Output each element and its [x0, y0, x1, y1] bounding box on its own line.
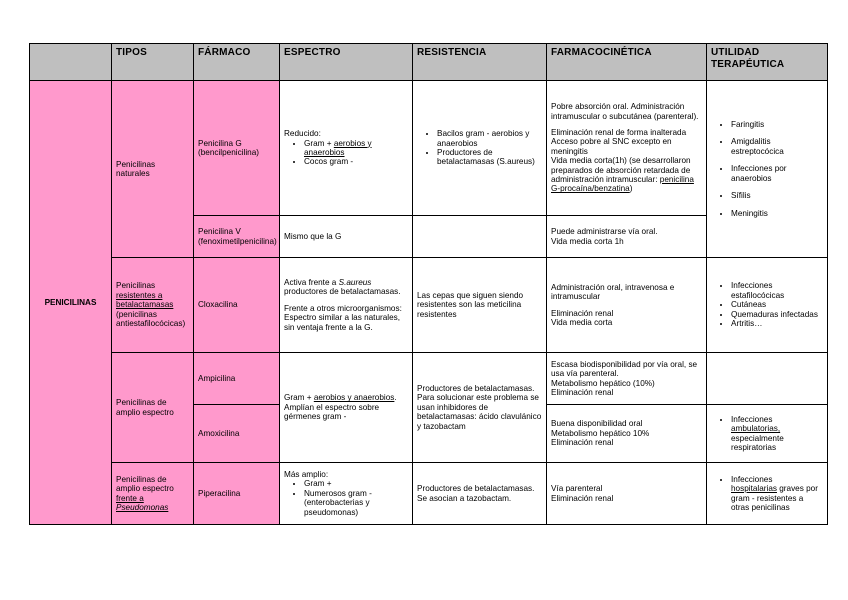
list-item: • Cocos gram -	[304, 157, 408, 166]
row-cloxacilina	[30, 258, 828, 353]
farmacocinetica-amoxicilina	[547, 405, 707, 463]
text: Amplían el espectro sobre gérmenes gram -	[284, 402, 380, 422]
farmaco-penicilina-g: Penicilina G (bencilpenicilina)	[194, 81, 280, 216]
text: Frente a otros microorganismos: Espectro similar a las naturales, sin ventaja frente a la G.	[284, 303, 402, 332]
text: )	[629, 184, 633, 194]
espectro-cloxacilina	[280, 258, 413, 353]
text: especialmente respiratorias	[731, 433, 784, 452]
text: Infecciones	[731, 414, 773, 424]
espectro-piperacilina	[280, 463, 413, 525]
header-espectro: ESPECTRO	[280, 44, 413, 81]
farmaco-amoxicilina: Amoxicilina	[194, 405, 280, 463]
tipo-amplio: Penicilinas de amplio espectro	[112, 353, 194, 463]
text: Escasa biodisponibilidad por vía oral, se usa vía parenteral.	[551, 359, 698, 379]
text: .	[394, 393, 397, 403]
text	[284, 278, 408, 297]
text: graves por gram - resistentes a otras penicilinas	[731, 484, 818, 512]
farmaco-ampicilina: Ampicilina	[194, 353, 280, 405]
text: Acceso pobre al SNC excepto en meningitis	[551, 137, 672, 156]
resistencia-penicilina-g	[413, 81, 547, 216]
list-item: • Amigdalitis estreptocócica	[731, 137, 823, 156]
header-farmacocinetica: FARMACOCINÉTICA	[547, 44, 707, 81]
utilidad-amoxicilina	[707, 405, 828, 463]
row-ampicilina	[30, 353, 828, 405]
text: (penicilinas antiestafilocócicas)	[116, 309, 186, 329]
text: Más amplio:	[284, 469, 329, 479]
farmacocinetica-piperacilina	[547, 463, 707, 525]
list-item: • Productores de betalactamasas (S.aureus)	[437, 148, 542, 167]
text: Vida media corta 1h	[551, 236, 624, 246]
resistencia-penicilina-v	[413, 216, 547, 258]
text-underlined: penicilina G-procaína/benzatina	[551, 175, 694, 194]
tipo-resistentes	[112, 258, 194, 353]
text-underlined: frente a	[116, 493, 144, 503]
text-underlined: aerobios y anaerobios	[304, 138, 372, 157]
text: Eliminación renal	[551, 387, 614, 397]
list-item: • Meningitis	[731, 209, 823, 218]
list-item: • Infecciones por anaerobios	[731, 164, 823, 183]
header-row	[30, 44, 828, 81]
farmaco-penicilina-v: Penicilina V (fenoximetilpenicilina)	[194, 216, 280, 258]
tipo-naturales: Penicilinas naturales	[112, 81, 194, 258]
list-item: • Cutáneas	[731, 300, 823, 309]
text: Pobre absorción oral. Administración intramuscular o subcutánea (parenteral).	[551, 102, 699, 121]
header-blank	[30, 44, 112, 81]
espectro-penicilina-v: Mismo que la G	[280, 216, 413, 258]
utilidad-cloxacilina	[707, 258, 828, 353]
list-item: • Infecciones estafilocócicas	[731, 281, 823, 300]
penicillin-table	[29, 43, 828, 525]
list-item: • Faringitis	[731, 120, 823, 129]
header-tipos: TIPOS	[112, 44, 194, 81]
farmaco-cloxacilina: Cloxacilina	[194, 258, 280, 353]
text-underlined: ambulatorias,	[731, 424, 781, 434]
text: Metabolismo hepático (10%)	[551, 378, 655, 388]
header-utilidad: UTILIDAD TERAPÉUTICA	[707, 44, 828, 81]
text-underlined: resistentes a betalactamasas	[116, 290, 174, 310]
text-underlined: aerobios y anaerobios	[313, 393, 395, 403]
resistencia-amplio: Productores de betalactamasas. Para solucionar este problema se usan inhibidores de betalactamasas: ácido clavulánico y tazobactam	[413, 353, 547, 463]
text: Administración oral, intravenosa e intramuscular	[551, 282, 675, 302]
list-item: • Bacilos gram - aerobios y anaerobios	[437, 129, 542, 148]
resistencia-piperacilina: Productores de betalactamasas. Se asocian a tazobactam.	[413, 463, 547, 525]
text: Metabolismo hepático 10%	[551, 428, 650, 438]
text-underlined-italic: Pseudomonas	[116, 502, 169, 512]
text: Penicilinas de amplio espectro	[116, 474, 174, 494]
text	[284, 393, 408, 402]
text: Vida media corta	[551, 317, 613, 327]
resistencia-cloxacilina: Las cepas que siguen siendo resistentes son las meticilina resistentes	[413, 258, 547, 353]
list-item	[731, 415, 823, 453]
text: Penicilinas	[116, 281, 156, 291]
list-item: • Sífilis	[731, 191, 823, 200]
list-item: • Gram +	[304, 479, 408, 488]
list-item	[731, 475, 823, 513]
header-resistencia: RESISTENCIA	[413, 44, 547, 81]
text	[551, 156, 702, 194]
utilidad-ampicilina	[707, 353, 828, 405]
text: Eliminación renal	[551, 438, 614, 448]
espectro-penicilina-g	[280, 81, 413, 216]
espectro-amplio	[280, 353, 413, 463]
list-item: • Quemaduras infectadas	[731, 310, 823, 319]
row-penicilina-g	[30, 81, 828, 216]
text: Eliminación renal de forma inalterada	[551, 127, 687, 137]
group-label: PENICILINAS	[30, 81, 112, 525]
farmacocinetica-penicilina-v	[547, 216, 707, 258]
text: Activa frente a	[284, 277, 339, 287]
farmacocinetica-ampicilina	[547, 353, 707, 405]
header-farmaco: FÁRMACO	[194, 44, 280, 81]
text: Gram +	[284, 393, 314, 403]
text: productores de betalactamasas.	[284, 287, 401, 297]
utilidad-naturales	[707, 81, 828, 258]
text: Vía parenteral	[551, 484, 603, 494]
farmaco-piperacilina: Piperacilina	[194, 463, 280, 525]
row-piperacilina	[30, 463, 828, 525]
text: Buena disponibilidad oral	[551, 419, 643, 429]
espectro-intro: Reducido:	[284, 129, 321, 139]
text-italic: S.aureus	[338, 277, 372, 287]
utilidad-piperacilina	[707, 463, 828, 525]
text: Eliminación renal	[551, 493, 614, 503]
text: Infecciones	[731, 474, 773, 484]
text: Vida media corta(1h) (se desarrollaron preparados de absorción retardada de administración intramuscular:	[551, 156, 691, 185]
text-underlined: hospitalarias	[731, 484, 777, 494]
text: Puede administrarse vía oral.	[551, 227, 658, 237]
farmacocinetica-cloxacilina	[547, 258, 707, 353]
tipo-pseudomonas	[112, 463, 194, 525]
text: Eliminación renal	[551, 308, 614, 318]
text: Gram +	[304, 138, 334, 148]
list-item	[304, 139, 408, 158]
farmacocinetica-penicilina-g	[547, 81, 707, 216]
list-item: • Numerosos gram - (enterobacterias y pseudomonas)	[304, 489, 408, 517]
list-item: • Artritis…	[731, 319, 823, 328]
